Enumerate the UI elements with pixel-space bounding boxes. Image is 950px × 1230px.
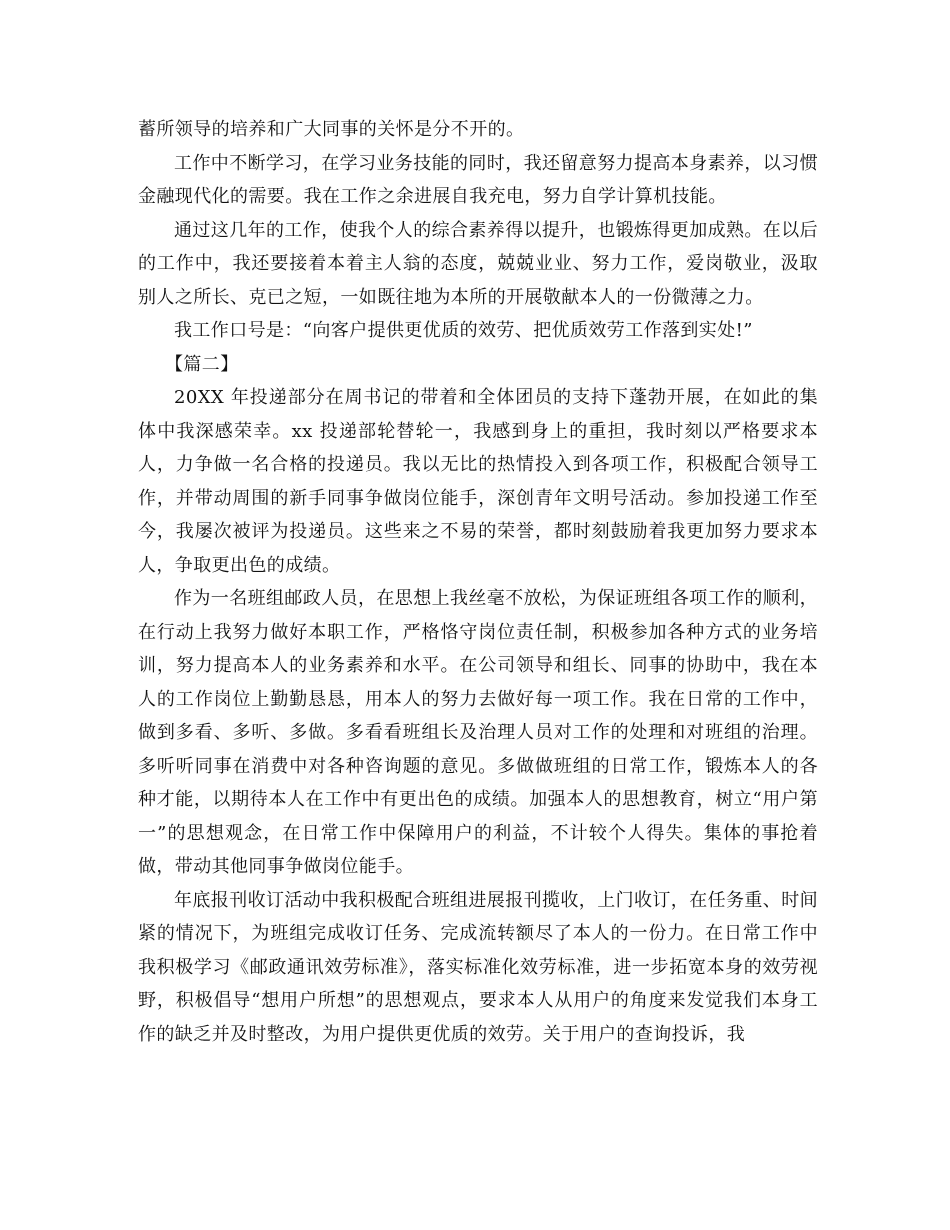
section-heading-part-two: 【篇二】 [165, 353, 239, 375]
paragraph-growth: 通过这几年的工作，使我个人的综合素养得以提升，也锻炼得更加成熟。在以后的工作中，我还要接着本着主人翁的态度，兢兢业业、努力工作，爱岗敬业，汲取别人之所长、克已之短，一如既往地为本所的开展敬献本人的一份微薄之力。 [138, 219, 818, 308]
paragraph-delivery-department: 20XX 年投递部分在周书记的带着和全体团员的支持下蓬勃开展，在如此的集体中我深感荣幸。xx 投递部轮替轮一，我感到身上的重担，我时刻以严格要求本人，力争做一名合格的投递员。我以无比的热情投入到各项工作，积极配合领导工作，并带动周围的新手同事争做岗位能手，深创青年文明号活动。参加投递工作至今，我屡次被评为投递员。这些来之不易的荣誉，都时刻鼓励着我更加努力要求本人，争取更出色的成绩。 [138, 387, 818, 576]
paragraph-continuation: 蓄所领导的培养和广大同事的关怀是分不开的。 [138, 119, 525, 140]
paragraph-learning: 工作中不断学习，在学习业务技能的同时，我还留意努力提高本身素养，以习惯金融现代化的需要。我在工作之余进展自我充电，努力自学计算机技能。 [138, 152, 818, 207]
document-body [138, 113, 818, 1051]
paragraph-team-member: 作为一名班组邮政人员，在思想上我丝毫不放松，为保证班组各项工作的顺利，在行动上我努力做好本职工作，严格恪守岗位责任制，积极参加各种方式的业务培训，努力提高本人的业务素养和水平。在公司领导和组长、同事的协助中，我在本人的工作岗位上勤勤恳恳，用本人的努力去做好每一项工作。我在日常的工作中，做到多看、多听、多做。多看看班组长及治理人员对工作的处理和对班组的治理。多听听同事在消费中对各种咨询题的意见。多做做班组的日常工作，锻炼本人的各种才能，以期待本人在工作中有更出色的成绩。加强本人的思想教育，树立“用户第一”的思想观念，在日常工作中保障用户的利益，不计较个人得失。集体的事抢着做，带动其他同事争做岗位能手。 [138, 588, 818, 877]
paragraph-slogan: 我工作口号是：“向客户提供更优质的效劳、把优质效劳工作落到实处!” [174, 320, 753, 341]
paragraph-subscription: 年底报刊收订活动中我积极配合班组进展报刊揽收，上门收订，在任务重、时间紧的情况下，为班组完成收订任务、完成流转额尽了本人的一份力。在日常工作中我积极学习《邮政通讯效劳标准》，落实标准化效劳标准，进一步拓宽本身的效劳视野，积极倡导“想用户所想”的思想观点，要求本人从用户的角度来发觉我们本身工作的缺乏并及时整改，为用户提供更优质的效劳。关于用户的查询投诉，我 [138, 889, 818, 1045]
